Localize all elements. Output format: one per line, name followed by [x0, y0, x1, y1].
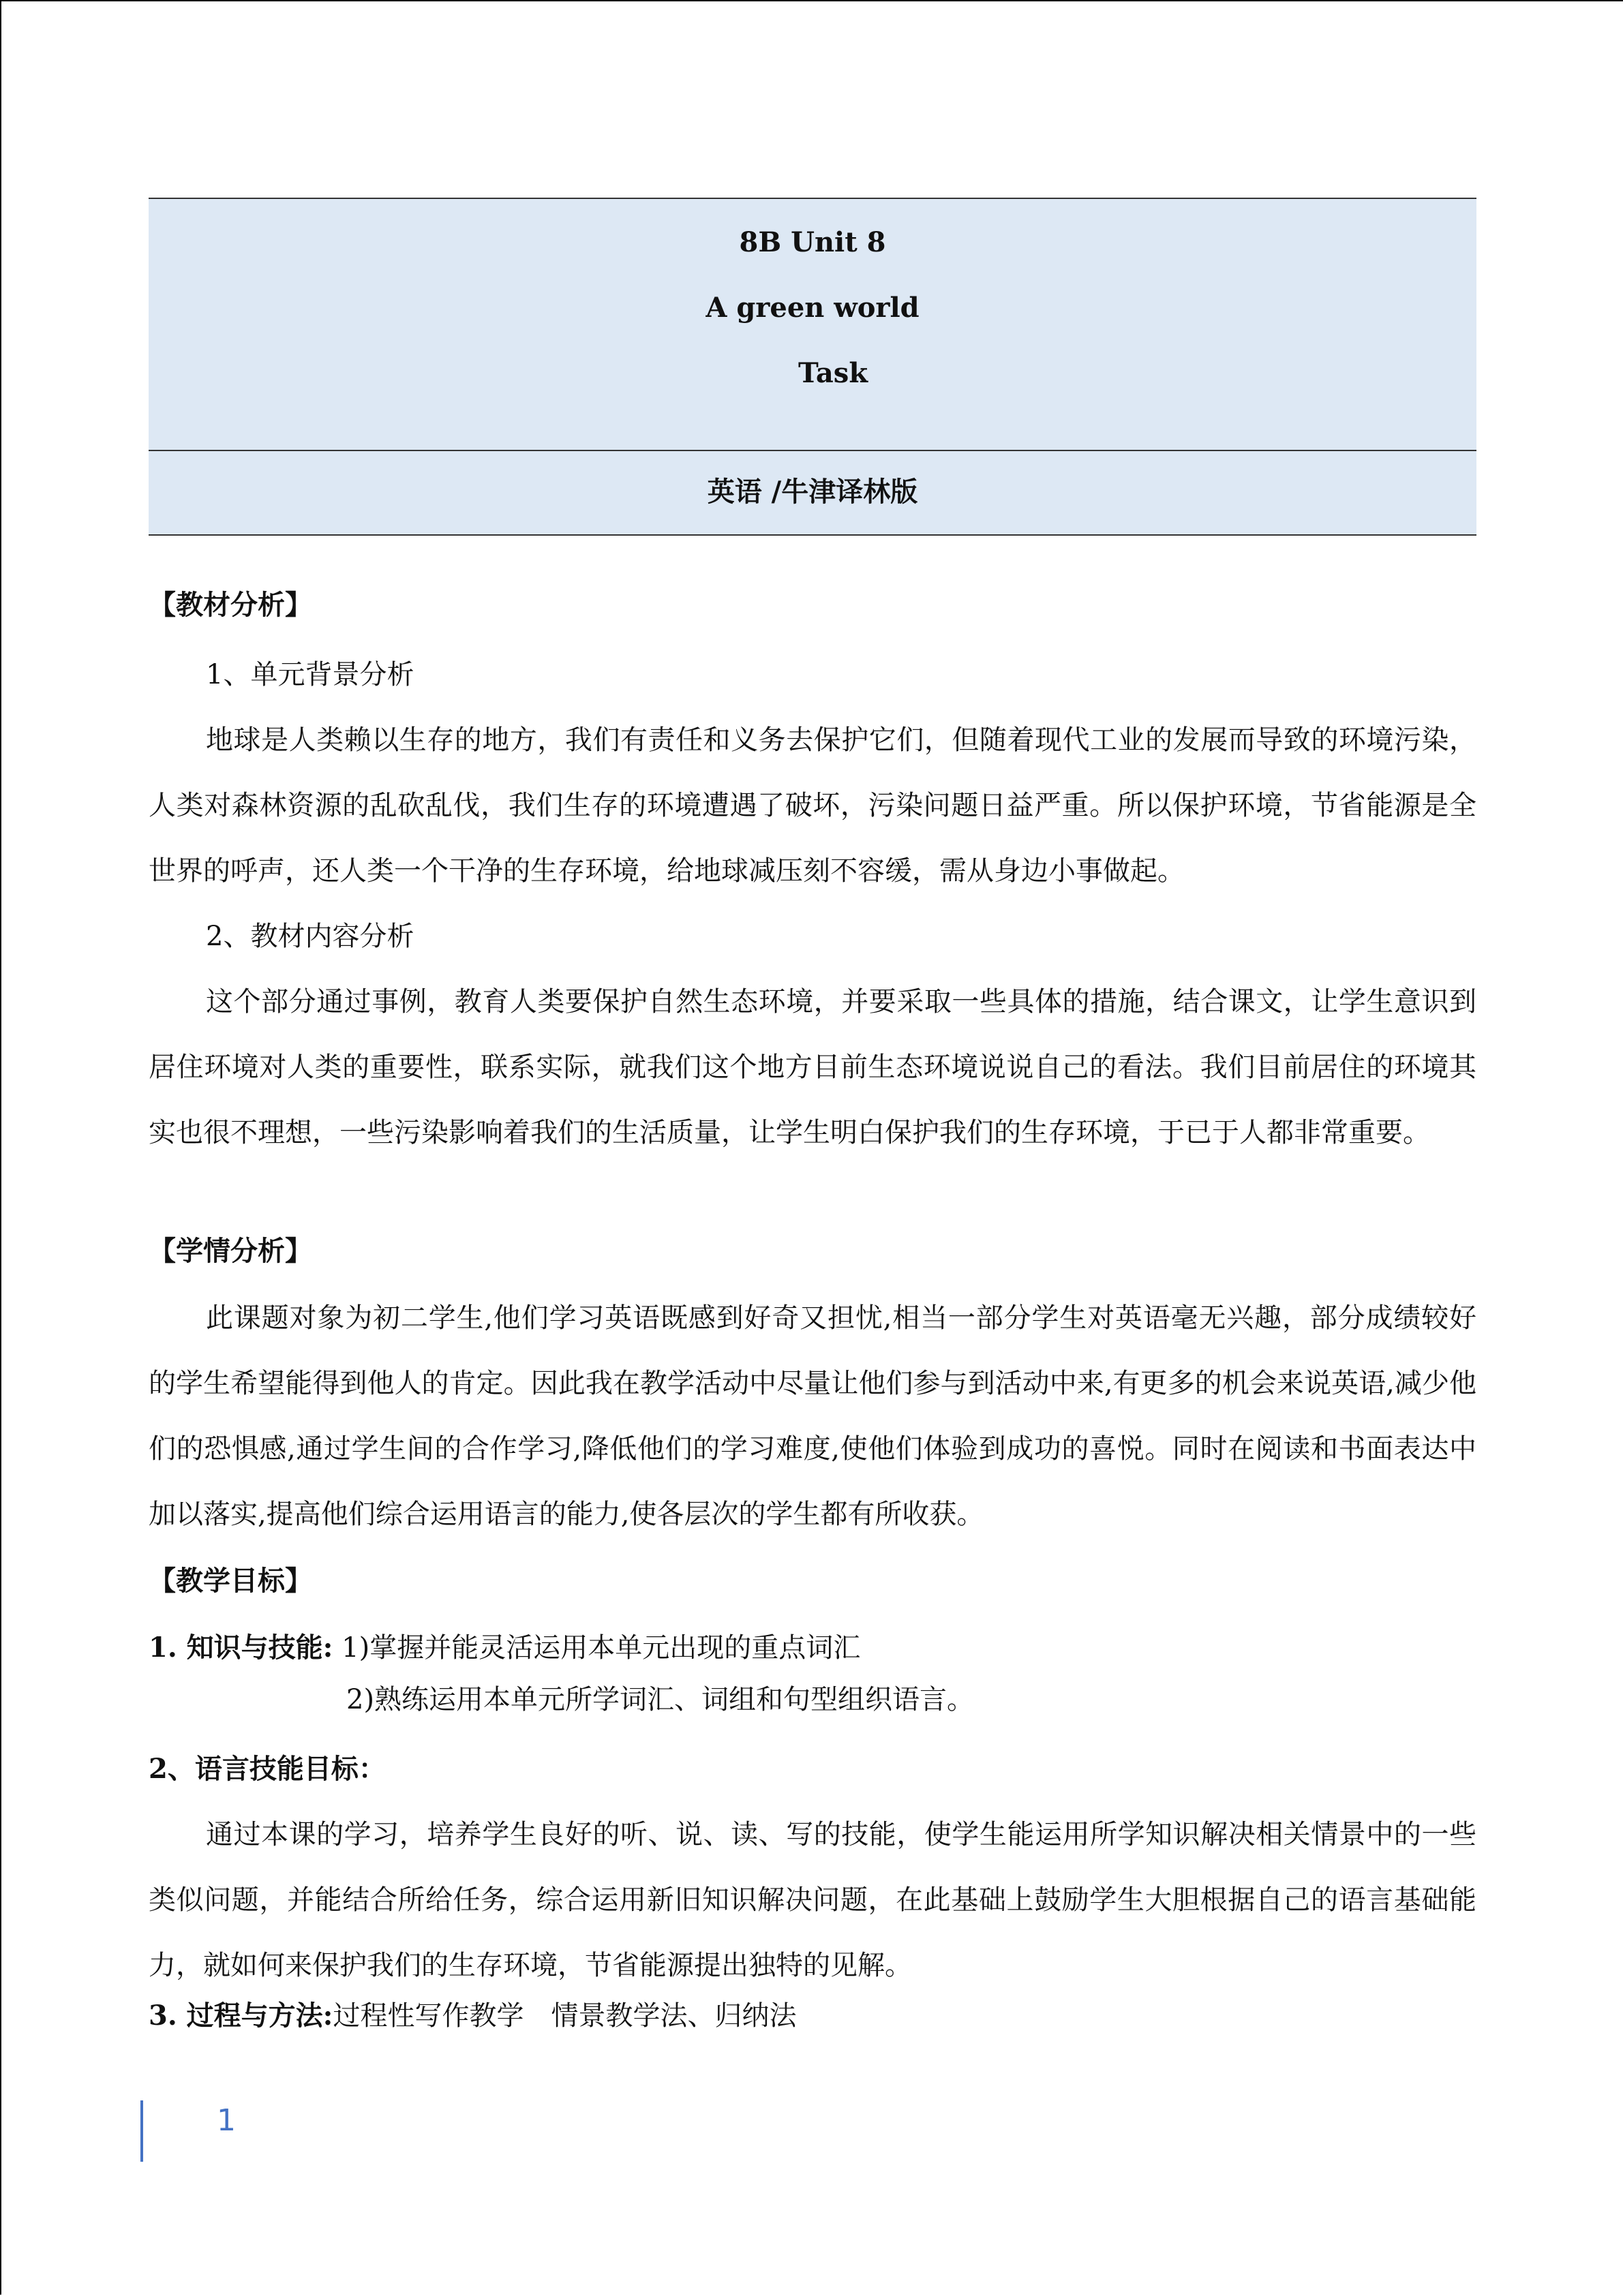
page-number: 1 [217, 2103, 236, 2138]
goal-language-label: 2、语言技能目标： [149, 1753, 386, 1785]
student-analysis-paragraph: 此课题对象为初二学生,他们学习英语既感到好奇又担忧,相当一部分学生对英语毫无兴趣，部分成绩较好的学生希望能得到他人的肯定。因此我在教学活动中尽量让他们参与到活动中来,有更多的机会来说英语,减少他们的恐惧感,通过学生间的合作学习,降低他们的学习难度,使他们体验到成功的喜悦。同时在阅读和书面表达中加以落实,提高他们综合运用语言的能力,使各层次的学生都有所收获。 [149, 1302, 1476, 1530]
title-banner [149, 198, 1476, 453]
unit-title: 8B Unit 8 [739, 226, 886, 258]
goal-knowledge-item-2: 2)熟练运用本单元所学词汇、词组和句型组织语言。 [346, 1684, 975, 1715]
subject-label: 英语 /牛津译林版 [707, 476, 918, 508]
goal-knowledge-item-1: 1)掌握并能灵活运用本单元出现的重点词汇 [333, 1632, 861, 1664]
page-number-bar [140, 2100, 143, 2162]
unit-background-heading: 1、单元背景分析 [206, 659, 414, 690]
unit-background-paragraph: 地球是人类赖以生存的地方，我们有责任和义务去保护它们，但随着现代工业的发展而导致的环境污染，人类对森林资源的乱砍乱伐，我们生存的环境遭遇了破坏，污染问题日益严重。所以保护环境，节省能源是全世界的呼声，还人类一个干净的生存环境，给地球减压刻不容缓，需从身边小事做起。 [149, 724, 1476, 887]
material-analysis-heading: 【教材分析】 [149, 589, 312, 621]
student-analysis-heading: 【学情分析】 [149, 1235, 312, 1267]
subject-banner [149, 450, 1476, 536]
goal-process-text: 过程性写作教学 情景教学法、归纳法 [333, 2000, 797, 2032]
content-analysis-heading: 2、教材内容分析 [206, 921, 414, 952]
goal-knowledge-label: 1. 知识与技能: [149, 1632, 333, 1664]
goal-language-paragraph: 通过本课的学习，培养学生良好的听、说、读、写的技能，使学生能运用所学知识解决相关情景中的一些类似问题，并能结合所给任务，综合运用新旧知识解决问题，在此基础上鼓励学生大胆根据自己的语言基础能力，就如何来保护我们的生存环境，节省能源提出独特的见解。 [149, 1819, 1476, 1981]
goal-process-line [149, 2000, 1476, 2032]
document-page [1, 1, 1623, 2296]
unit-subtitle: A green world [706, 292, 920, 324]
goal-process-label: 3. 过程与方法: [149, 2000, 333, 2032]
goal-knowledge-line [149, 1632, 1476, 1664]
lesson-title: Task [798, 357, 868, 389]
content-analysis-paragraph: 这个部分通过事例，教育人类要保护自然生态环境，并要采取一些具体的措施，结合课文，让学生意识到居住环境对人类的重要性，联系实际，就我们这个地方目前生态环境说说自己的看法。我们目前居住的环境其实也很不理想，一些污染影响着我们的生活质量，让学生明白保护我们的生存环境，于已于人都非常重要。 [149, 986, 1476, 1148]
teaching-goals-heading: 【教学目标】 [149, 1565, 312, 1597]
